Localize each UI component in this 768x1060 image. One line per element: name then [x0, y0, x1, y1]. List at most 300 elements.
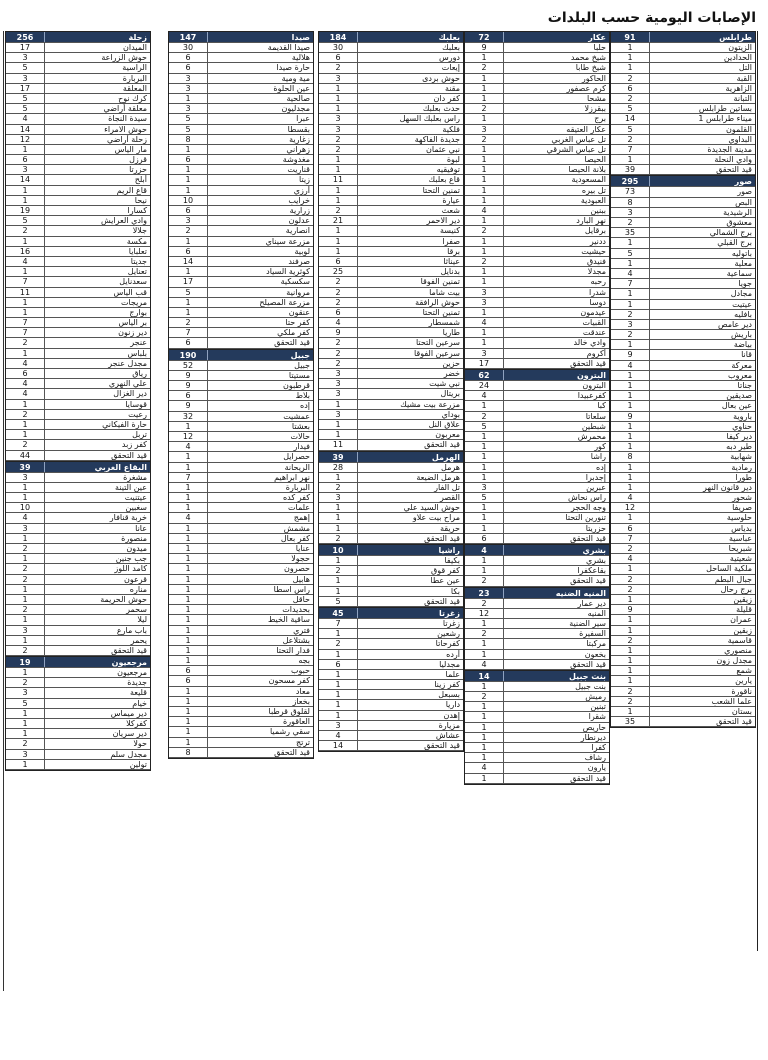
- town-name: مجادل: [730, 289, 752, 299]
- case-count: 1: [465, 702, 504, 711]
- town-name: عنجر: [130, 338, 147, 348]
- town-row: [6, 104, 150, 114]
- town-name: تل بيره: [581, 185, 606, 195]
- town-row: [465, 702, 609, 712]
- case-count: 1: [465, 712, 504, 721]
- case-count: 1: [319, 587, 358, 596]
- town-name: خرايب: [288, 195, 310, 205]
- town-name: بكا: [450, 586, 460, 596]
- town-row: [319, 629, 463, 639]
- town-row: [319, 503, 463, 513]
- town-row: [169, 135, 313, 145]
- town-name: دوسا: [589, 297, 606, 307]
- case-count: 1: [465, 566, 504, 575]
- case-count: 1: [465, 196, 504, 205]
- town-name: الحدادين: [723, 53, 752, 63]
- case-count: 1: [6, 534, 45, 543]
- town-name: وجه الحجر: [570, 503, 606, 513]
- town-row: [169, 575, 313, 585]
- case-count: 1: [169, 493, 208, 502]
- case-count: 1: [319, 400, 358, 409]
- case-count: 1: [465, 186, 504, 195]
- town-name: مشمش: [283, 523, 310, 533]
- town-name: عبرين: [586, 482, 606, 492]
- case-count: 1: [465, 165, 504, 174]
- case-count: 3: [319, 721, 358, 730]
- town-row: [169, 104, 313, 114]
- case-count: 1: [465, 743, 504, 752]
- town-name: شمسطار: [428, 318, 460, 328]
- town-row: [169, 175, 313, 185]
- case-count: 1: [465, 53, 504, 62]
- town-row: [465, 609, 609, 619]
- town-row: [465, 473, 609, 483]
- case-count: 32: [169, 412, 208, 421]
- town-name: القبيات: [582, 318, 606, 328]
- town-row: [169, 74, 313, 84]
- case-count: 1: [169, 575, 208, 584]
- case-count: 5: [6, 699, 45, 708]
- case-count: 2: [6, 338, 45, 347]
- town-name: أرزي: [293, 185, 310, 195]
- case-count: 24: [465, 381, 504, 390]
- town-row: [6, 729, 150, 739]
- town-row: [611, 320, 755, 330]
- town-name: زيتا: [299, 175, 310, 185]
- case-count: 3: [6, 626, 45, 635]
- case-count: 1: [169, 503, 208, 512]
- town-name: مجدل عنجر: [108, 358, 147, 368]
- town-name: حجولا: [291, 554, 310, 564]
- case-count: 8: [611, 452, 650, 461]
- case-count: 1: [169, 738, 208, 747]
- town-row: [169, 636, 313, 646]
- case-count: 1: [169, 175, 208, 184]
- town-name: قيد التحقق: [716, 165, 752, 175]
- case-count: 1: [465, 308, 504, 317]
- town-name: بلانة الحيصا: [568, 165, 606, 175]
- town-row: [319, 349, 463, 359]
- district-total: 4: [465, 545, 504, 555]
- town-name: قيد التحقق: [424, 533, 460, 543]
- town-row: [465, 619, 609, 629]
- town-row: [465, 743, 609, 753]
- case-count: 7: [611, 534, 650, 543]
- town-row: [611, 636, 755, 646]
- town-name: راس اسطا: [273, 584, 310, 594]
- case-count: 1: [465, 682, 504, 691]
- town-row: [169, 257, 313, 267]
- town-name: مجدل سلم: [110, 749, 147, 759]
- town-name: مشحا: [586, 93, 606, 103]
- town-row: [611, 94, 755, 104]
- case-count: 1: [6, 595, 45, 604]
- case-count: 2: [465, 135, 504, 144]
- town-name: كرك نوح: [118, 93, 147, 103]
- case-count: 1: [169, 165, 208, 174]
- case-count: 7: [611, 145, 650, 154]
- case-count: 1: [169, 697, 208, 706]
- district-name: زحلة: [128, 33, 147, 42]
- case-count: 2: [611, 544, 650, 553]
- town-name: إجدبرا: [585, 472, 606, 482]
- town-row: [319, 94, 463, 104]
- case-count: 1: [6, 298, 45, 307]
- town-row: [611, 432, 755, 442]
- case-count: 1: [319, 247, 358, 256]
- town-name: هرمل: [441, 462, 460, 472]
- town-name: ليلا: [137, 615, 147, 625]
- town-name: عانا: [135, 523, 147, 533]
- town-row: [611, 463, 755, 473]
- case-count: 4: [465, 318, 504, 327]
- case-count: 1: [6, 729, 45, 738]
- district-total: 72: [465, 32, 504, 42]
- town-row: [169, 452, 313, 462]
- case-count: 5: [6, 63, 45, 72]
- town-row: [465, 483, 609, 493]
- town-row: [319, 338, 463, 348]
- case-count: 2: [6, 564, 45, 573]
- case-count: 1: [611, 483, 650, 492]
- town-row: [169, 442, 313, 452]
- town-row: [611, 554, 755, 564]
- town-name: صديقين: [726, 391, 752, 401]
- town-row: [611, 401, 755, 411]
- case-count: 1: [169, 605, 208, 614]
- town-row: [611, 595, 755, 605]
- right-edge-column: [757, 31, 768, 951]
- town-row: [319, 288, 463, 298]
- case-count: 1: [611, 626, 650, 635]
- town-row: [465, 442, 609, 452]
- town-row: [169, 371, 313, 381]
- town-name: أكروم: [586, 348, 606, 358]
- town-name: إهدن: [443, 710, 460, 720]
- town-row: [6, 298, 150, 308]
- town-row: [169, 717, 313, 727]
- town-row: [465, 452, 609, 462]
- town-row: [6, 699, 150, 709]
- case-count: 2: [169, 318, 208, 327]
- case-count: 3: [6, 165, 45, 174]
- town-name: بيت شاما: [429, 287, 460, 297]
- town-name: المعلقة: [122, 83, 147, 93]
- district-header: [465, 671, 609, 682]
- case-count: 1: [465, 619, 504, 628]
- town-name: برقايل: [584, 226, 606, 236]
- town-row: [319, 74, 463, 84]
- town-row: [319, 226, 463, 236]
- town-name: تل عباس الغربي: [551, 134, 606, 144]
- town-row: [169, 53, 313, 63]
- case-count: 1: [611, 391, 650, 400]
- town-name: أرده: [446, 649, 460, 659]
- district-name: صيدا: [291, 33, 310, 42]
- case-count: 1: [465, 650, 504, 659]
- town-row: [465, 206, 609, 216]
- town-row: [465, 84, 609, 94]
- town-row: [319, 257, 463, 267]
- case-count: 1: [319, 237, 358, 246]
- town-row: [611, 135, 755, 145]
- town-row: [319, 389, 463, 399]
- town-row: [319, 237, 463, 247]
- district-total: 91: [611, 32, 650, 42]
- district-total: 10: [319, 545, 358, 555]
- case-count: 1: [169, 267, 208, 276]
- town-row: [611, 74, 755, 84]
- district-block: [464, 545, 610, 588]
- district-total: 39: [6, 462, 45, 472]
- case-count: 1: [6, 554, 45, 563]
- town-row: [6, 74, 150, 84]
- town-row: [319, 473, 463, 483]
- case-count: 6: [319, 308, 358, 317]
- case-count: 1: [611, 259, 650, 268]
- case-count: 6: [169, 206, 208, 215]
- case-count: 12: [611, 503, 650, 512]
- town-row: [6, 359, 150, 369]
- town-name: كبا: [597, 401, 606, 411]
- town-name: وادي خالد: [573, 338, 606, 348]
- town-name: بوداي: [441, 409, 460, 419]
- district-block: [610, 31, 756, 176]
- case-count: 4: [6, 513, 45, 522]
- case-count: 1: [465, 175, 504, 184]
- case-count: 1: [611, 442, 650, 451]
- town-row: [611, 442, 755, 452]
- town-name: برج القبلي: [717, 238, 752, 248]
- case-count: 1: [319, 629, 358, 638]
- case-count: 7: [319, 619, 358, 628]
- town-name: الميدان: [123, 43, 147, 52]
- town-row: [319, 104, 463, 114]
- town-name: الحاكور: [581, 73, 606, 83]
- case-count: 1: [465, 503, 504, 512]
- town-row: [169, 145, 313, 155]
- town-row: [169, 534, 313, 544]
- town-name: عشاش: [435, 731, 460, 740]
- town-row: [6, 135, 150, 145]
- case-count: 11: [6, 288, 45, 297]
- town-name: يحمر: [130, 635, 147, 645]
- case-count: 9: [465, 43, 504, 52]
- town-name: بر الياس: [118, 318, 147, 328]
- case-count: 1: [465, 338, 504, 347]
- case-count: 2: [465, 629, 504, 638]
- town-row: [611, 707, 755, 717]
- town-name: سلعاتا: [585, 411, 606, 421]
- case-count: 1: [6, 636, 45, 645]
- town-name: صالحية: [286, 93, 310, 103]
- case-count: 1: [169, 585, 208, 594]
- case-count: 1: [465, 556, 504, 565]
- case-count: 1: [465, 114, 504, 123]
- town-row: [319, 155, 463, 165]
- case-count: 5: [611, 104, 650, 113]
- town-name: عكار العتيقه: [566, 124, 606, 134]
- town-row: [319, 483, 463, 493]
- case-count: 1: [6, 709, 45, 718]
- town-name: علما الشعب: [711, 696, 752, 706]
- case-count: 10: [169, 196, 208, 205]
- town-name: ديرنطار: [580, 732, 606, 742]
- town-name: العاقورة: [283, 717, 310, 727]
- case-count: 1: [465, 639, 504, 648]
- town-name: انصارية: [285, 226, 310, 236]
- case-count: 4: [319, 318, 358, 327]
- town-row: [169, 338, 313, 348]
- case-count: 1: [6, 493, 45, 502]
- town-name: قناريت: [287, 165, 310, 175]
- case-count: 1: [319, 226, 358, 235]
- town-row: [6, 668, 150, 678]
- town-name: صريفا: [732, 503, 752, 513]
- town-name: حبوب: [290, 666, 310, 676]
- town-name: المسعودية: [571, 175, 606, 185]
- town-name: كفر ملكي: [277, 328, 310, 338]
- town-name: عيارة: [442, 195, 460, 205]
- district-name: جبيل: [290, 350, 310, 360]
- case-count: 3: [465, 483, 504, 492]
- case-count: 6: [319, 257, 358, 266]
- town-row: [611, 259, 755, 269]
- town-row: [6, 678, 150, 688]
- town-name: جويا: [738, 279, 752, 289]
- town-name: كفر بعال: [280, 533, 310, 543]
- case-count: 2: [465, 63, 504, 72]
- town-name: هابيل: [292, 574, 310, 584]
- town-row: [6, 175, 150, 185]
- town-name: معروب: [728, 370, 752, 380]
- town-row: [6, 524, 150, 534]
- district-name: الهرمل: [431, 452, 460, 462]
- town-row: [611, 84, 755, 94]
- town-name: باتوليه: [731, 248, 752, 258]
- case-count: 5: [611, 249, 650, 258]
- town-row: [169, 473, 313, 483]
- case-count: 1: [6, 430, 45, 439]
- town-name: قانا: [741, 350, 752, 360]
- town-name: باب مارع: [116, 625, 147, 635]
- town-row: [611, 218, 755, 228]
- town-row: [319, 400, 463, 410]
- town-row: [611, 666, 755, 676]
- town-name: منصورة: [121, 533, 147, 543]
- town-name: شقرا: [588, 712, 606, 722]
- case-count: 1: [611, 238, 650, 247]
- case-count: 3: [319, 369, 358, 378]
- town-row: [319, 721, 463, 731]
- case-count: 5: [169, 125, 208, 134]
- town-row: [465, 63, 609, 73]
- case-count: 1: [465, 452, 504, 461]
- case-count: 1: [6, 483, 45, 492]
- case-count: 1: [169, 687, 208, 696]
- town-row: [6, 750, 150, 760]
- case-count: 1: [319, 186, 358, 195]
- town-name: كفر دان: [433, 93, 460, 103]
- case-count: 9: [611, 605, 650, 614]
- town-name: حناوي: [732, 421, 752, 431]
- district-header: [465, 588, 609, 599]
- case-count: 1: [465, 247, 504, 256]
- town-row: [169, 277, 313, 287]
- column-5: [5, 31, 151, 771]
- town-name: حارة صيدا: [276, 63, 310, 73]
- town-name: فلكية: [442, 124, 460, 134]
- case-count: 1: [319, 513, 358, 522]
- case-count: 3: [465, 298, 504, 307]
- town-row: [6, 719, 150, 729]
- town-row: [319, 463, 463, 473]
- case-count: 1: [6, 615, 45, 624]
- town-row: [169, 666, 313, 676]
- case-count: 1: [169, 626, 208, 635]
- town-name: هرمل الضيعة: [416, 472, 460, 482]
- district-block: [464, 370, 610, 545]
- case-count: 1: [6, 668, 45, 677]
- case-count: 1: [465, 733, 504, 742]
- case-count: 1: [6, 585, 45, 594]
- case-count: 2: [319, 483, 358, 492]
- town-row: [6, 739, 150, 749]
- town-row: [611, 564, 755, 574]
- town-row: [6, 503, 150, 513]
- town-row: [6, 145, 150, 155]
- town-row: [169, 308, 313, 318]
- town-row: [465, 534, 609, 544]
- town-name: معشوق: [726, 218, 752, 227]
- case-count: 6: [6, 369, 45, 378]
- town-row: [465, 412, 609, 422]
- case-count: 1: [6, 308, 45, 317]
- town-row: [6, 564, 150, 574]
- case-count: 1: [169, 727, 208, 736]
- town-row: [465, 267, 609, 277]
- town-name: شهابية: [730, 452, 752, 462]
- town-name: طاريا: [442, 328, 460, 338]
- town-row: [611, 310, 755, 320]
- case-count: 1: [611, 595, 650, 604]
- town-row: [319, 524, 463, 534]
- district-header: [319, 32, 463, 43]
- town-name: معركة: [731, 360, 752, 370]
- town-row: [611, 585, 755, 595]
- town-row: [319, 114, 463, 124]
- town-row: [611, 656, 755, 666]
- town-row: [6, 216, 150, 226]
- town-name: مزرعة المصيلح: [259, 297, 310, 307]
- town-row: [465, 359, 609, 369]
- case-count: 17: [6, 84, 45, 93]
- town-row: [611, 412, 755, 422]
- town-row: [169, 206, 313, 216]
- town-row: [465, 712, 609, 722]
- town-name: نيحا: [134, 195, 147, 205]
- town-row: [169, 585, 313, 595]
- town-row: [465, 338, 609, 348]
- town-row: [465, 277, 609, 287]
- town-row: [169, 247, 313, 257]
- town-name: عنايا: [295, 544, 310, 553]
- town-name: مجدليون: [281, 104, 310, 114]
- town-row: [319, 680, 463, 690]
- town-row: [319, 731, 463, 741]
- district-header: [319, 545, 463, 556]
- town-name: سغبين: [125, 503, 147, 513]
